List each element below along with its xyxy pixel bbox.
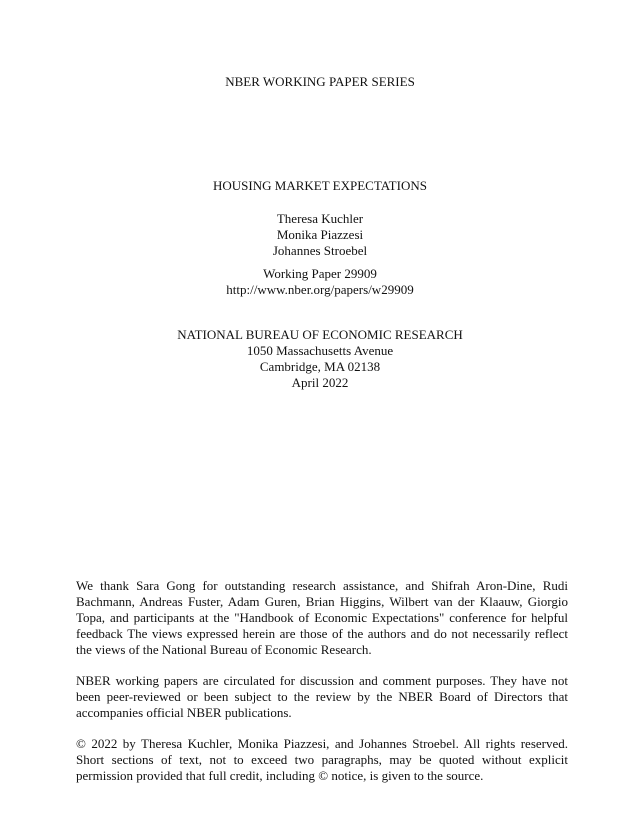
author-name: Monika Piazzesi bbox=[276, 227, 364, 242]
publication-date: April 2022 bbox=[291, 375, 349, 390]
publisher-address-line1: 1050 Massachusetts Avenue bbox=[246, 343, 394, 358]
publisher-block bbox=[0, 327, 640, 391]
publisher-name: NATIONAL BUREAU OF ECONOMIC RESEARCH bbox=[177, 327, 463, 342]
working-paper-number: Working Paper 29909 bbox=[263, 266, 377, 281]
author-list bbox=[0, 211, 640, 259]
paper-title-block bbox=[0, 178, 640, 194]
paper-url: http://www.nber.org/papers/w29909 bbox=[226, 282, 414, 297]
series-name: NBER WORKING PAPER SERIES bbox=[225, 74, 415, 89]
series-header bbox=[0, 74, 640, 90]
author-name: Johannes Stroebel bbox=[272, 243, 368, 258]
acknowledgements-paragraph: We thank Sara Gong for outstanding research assistance, and Shifrah Aron-Dine, Rudi Bachmann, Andreas Fuster, Adam Guren, Brian Higgins, Wilbert van der Klaauw, Giorgio Topa, and participants at the "Handbook of Economic Expectations" conference for helpful feedback The views expressed herein are those of the authors and do not necessarily reflect the views of the National Bureau of Economic Research. bbox=[76, 578, 568, 657]
paper-title: HOUSING MARKET EXPECTATIONS bbox=[213, 178, 427, 193]
front-matter-notes bbox=[76, 578, 568, 799]
working-paper-info bbox=[0, 266, 640, 298]
author-name: Theresa Kuchler bbox=[276, 211, 364, 226]
publisher-address-line2: Cambridge, MA 02138 bbox=[259, 359, 381, 374]
disclaimer-paragraph: NBER working papers are circulated for discussion and comment purposes. They have not been peer-reviewed or been subject to the review by the NBER Board of Directors that accompanies official NBER publications. bbox=[76, 673, 568, 720]
copyright-paragraph: © 2022 by Theresa Kuchler, Monika Piazzesi, and Johannes Stroebel. All rights reserved. Short sections of text, not to exceed two paragraphs, may be quoted without explicit permission provided that full credit, including © notice, is given to the source. bbox=[76, 736, 568, 783]
